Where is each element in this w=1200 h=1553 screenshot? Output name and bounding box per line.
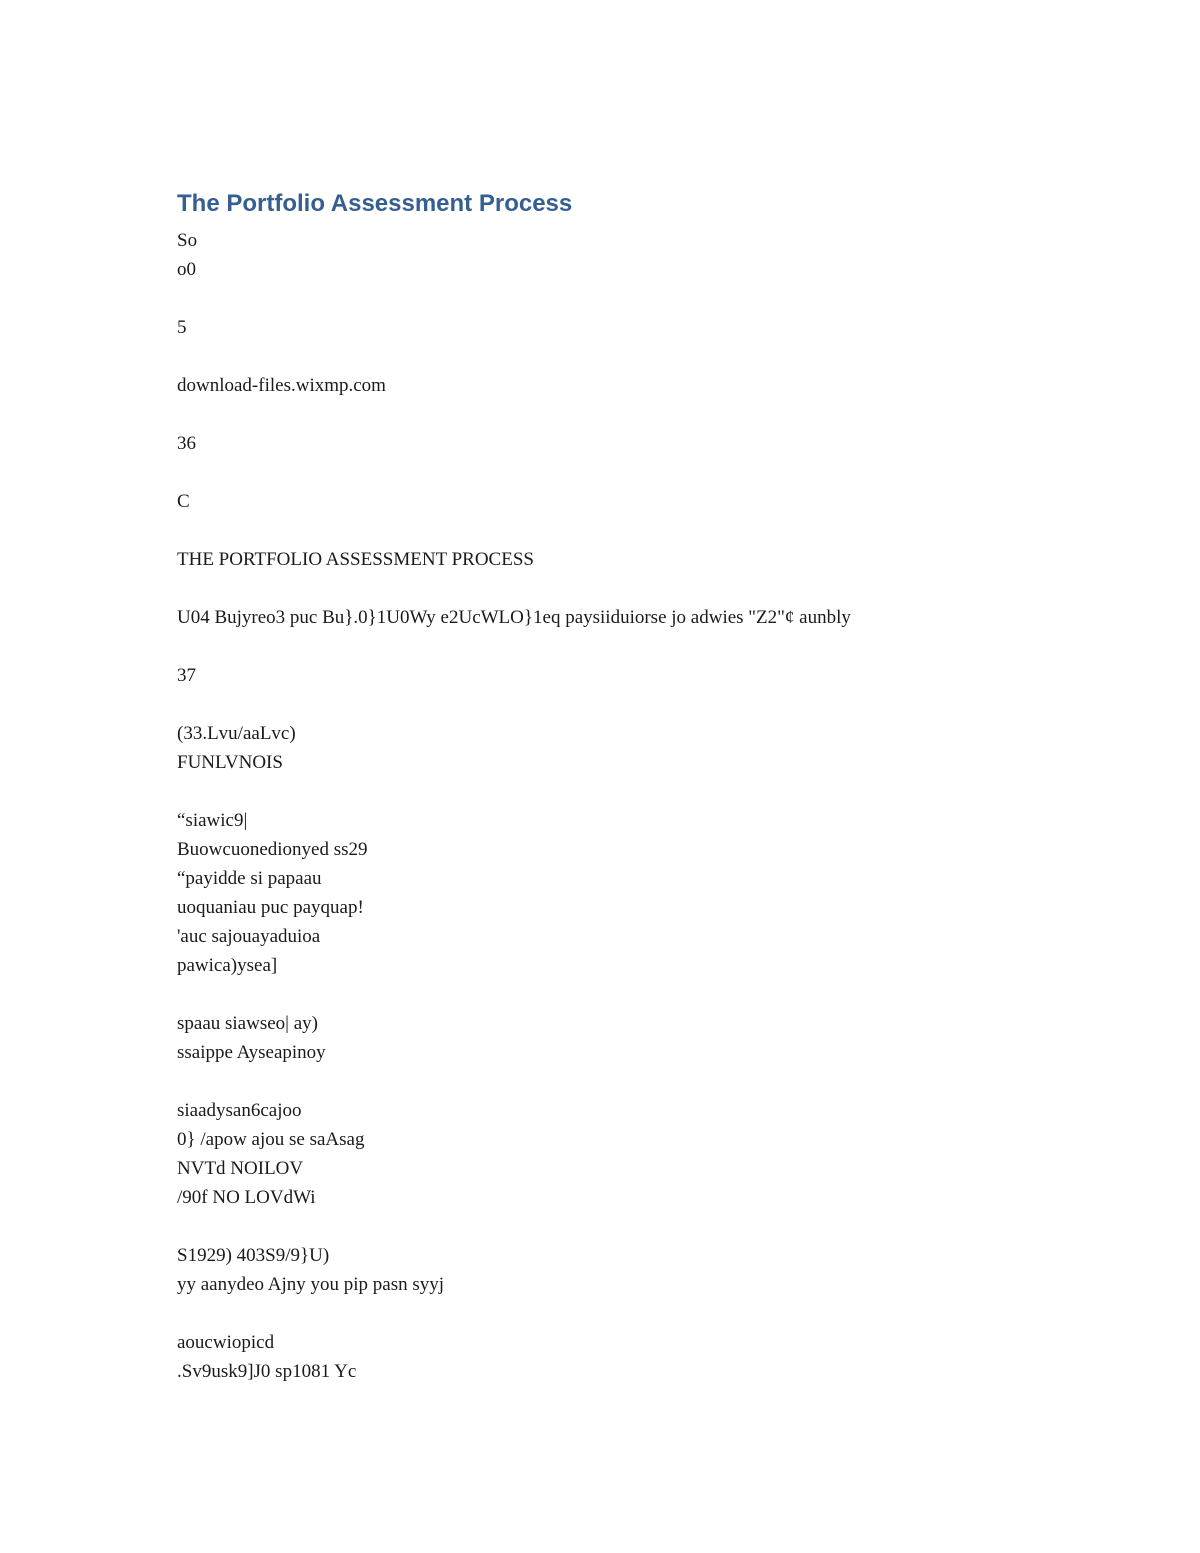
text-line: 5 xyxy=(177,317,187,338)
text-line: FUNLVNOIS xyxy=(177,752,283,773)
text-line: ssaippe Ayseapinoy xyxy=(177,1042,326,1063)
document-heading: The Portfolio Assessment Process xyxy=(177,190,573,217)
text-line: “siawic9| xyxy=(177,810,248,831)
text-line: NVTd NOILOV xyxy=(177,1158,304,1179)
text-line: “payidde si papaau xyxy=(177,868,322,889)
text-line: THE PORTFOLIO ASSESSMENT PROCESS xyxy=(177,549,534,570)
text-line: 0} /apow ajou se saAsag xyxy=(177,1129,365,1150)
text-line: (33.Lvu/aaLvc) xyxy=(177,723,296,744)
text-line: U04 Bujyreo3 puc Bu}.0}1U0Wy e2UcWLO}1eq paysiiduiorse jo adwies "Z2"¢ aunbly xyxy=(177,607,851,628)
text-line: yy aanydeo Ajny you pip pasn syyj xyxy=(177,1274,445,1295)
text-line: /90f NO LOVdWi xyxy=(177,1187,316,1208)
text-line: uoquaniau puc payquap! xyxy=(177,897,364,918)
text-line: spaau siawseo| ay) xyxy=(177,1013,318,1034)
text-line: download-files.wixmp.com xyxy=(177,375,386,396)
text-line: S1929) 403S9/9}U) xyxy=(177,1245,330,1266)
text-line: Buowcuonedionyed ss29 xyxy=(177,839,368,860)
text-line: 37 xyxy=(177,665,196,686)
text-line: pawica)ysea] xyxy=(177,955,278,976)
text-line: .Sv9usk9]J0 sp1081 Yc xyxy=(177,1361,357,1382)
text-line: 'auc sajouayaduioa xyxy=(177,926,321,947)
text-line: C xyxy=(177,491,190,512)
text-line: So xyxy=(177,230,198,251)
text-line: aoucwiopicd xyxy=(177,1332,275,1353)
text-line: o0 xyxy=(177,259,196,280)
text-line: siaadysan6cajoo xyxy=(177,1100,302,1121)
text-line: 36 xyxy=(177,433,196,454)
